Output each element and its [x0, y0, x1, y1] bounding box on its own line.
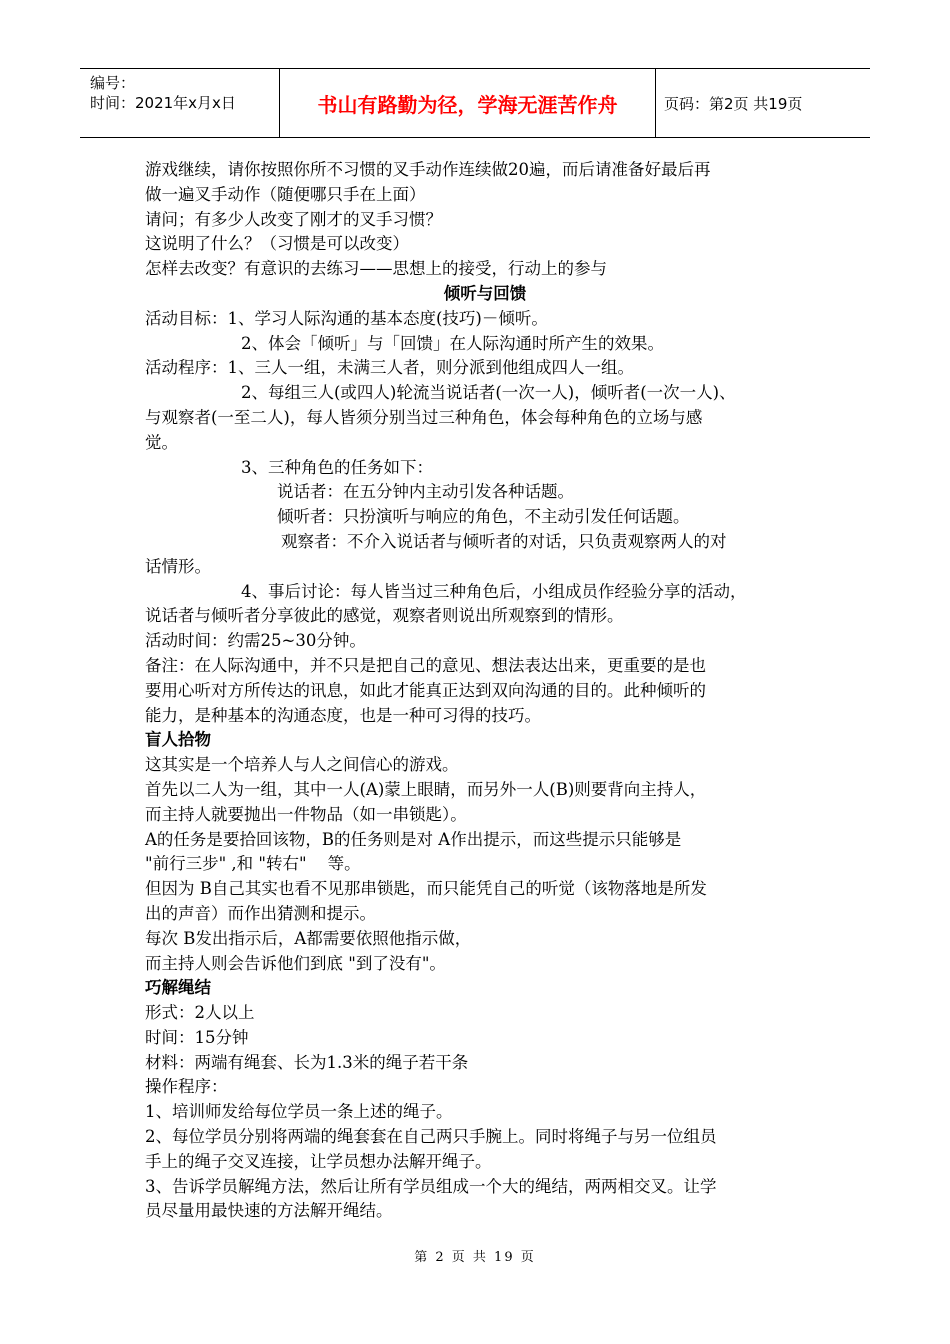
- paragraph-line: 2、每组三人(或四人)轮流当说话者(一次一人)，倾听者(一次一人)、: [241, 383, 736, 403]
- paragraph-line: 材料：两端有绳套、长为1.3米的绳子若干条: [145, 1052, 469, 1072]
- section-title-listening: 倾听与回馈: [443, 283, 527, 303]
- document-body: [145, 158, 825, 1224]
- paragraph-line: 要用心听对方所传达的讯息，如此才能真正达到双向沟通的目的。此种倾听的: [145, 680, 706, 700]
- paragraph-line: 而主持人则会告诉他们到底 "到了没有"。: [145, 953, 446, 973]
- paragraph-line: 活动目标：1、学习人际沟通的基本态度(技巧)－倾听。: [145, 308, 548, 328]
- paragraph-line: 与观察者(一至二人)，每人皆须分别当过三种角色，体会每种角色的立场与感: [145, 407, 703, 427]
- paragraph-line: 员尽量用最快速的方法解开绳结。: [145, 1201, 393, 1221]
- paragraph-line: 游戏继续，请你按照你所不习惯的叉手动作连续做20遍，而后请准备好最后再: [145, 160, 711, 179]
- paragraph-line: 观察者：不介入说话者与倾听者的对话，只负责观察两人的对: [281, 531, 727, 551]
- header-meta: [80, 69, 280, 137]
- paragraph-line: 倾听者：只扮演听与响应的角色，不主动引发任何话题。: [277, 507, 690, 527]
- paragraph-line: A的任务是要拾回该物，B的任务则是对 A作出提示，而这些提示只能够是: [145, 829, 682, 849]
- section-title-blind: 盲人拾物: [145, 730, 211, 750]
- paragraph-line: 觉。: [145, 432, 178, 452]
- paragraph-line: 怎样去改变？有意识的去练习——思想上的接受，行动上的参与: [145, 259, 607, 279]
- paragraph-line: 而主持人就要抛出一件物品（如一串锁匙）。: [145, 804, 467, 824]
- paragraph-line: 操作程序：: [145, 1077, 228, 1097]
- paragraph-line: 做一遍叉手动作（随便哪只手在上面）: [145, 184, 426, 204]
- section-title-knot: 巧解绳结: [145, 978, 211, 998]
- paragraph-line: 但因为 B自己其实也看不见那串锁匙，而只能凭自己的听觉（该物落地是所发: [145, 879, 707, 899]
- time-label: 时间：2021年x月x日: [90, 94, 236, 112]
- paragraph-line: 活动程序：1、三人一组，未满三人者，则分派到他组成四人一组。: [145, 358, 634, 378]
- paragraph-line: 说话者：在五分钟内主动引发各种话题。: [277, 482, 574, 502]
- paragraph-line: 首先以二人为一组，其中一人(A)蒙上眼睛，而另外一人(B)则要背向主持人，: [145, 779, 707, 799]
- paragraph-line: 这其实是一个培养人与人之间信心的游戏。: [145, 755, 459, 775]
- paragraph-line: 说话者与倾听者分享彼此的感觉，观察者则说出所观察到的情形。: [145, 606, 624, 626]
- header-page-number: 页码：第2页 共19页: [664, 94, 803, 113]
- page-header: [80, 68, 870, 138]
- header-motto: 书山有路勤为径，学海无涯苦作舟: [280, 69, 656, 137]
- paragraph-line: 能力，是种基本的沟通态度，也是一种可习得的技巧。: [145, 705, 541, 725]
- paragraph-line: 活动时间：约需25~30分钟。: [145, 631, 366, 651]
- page-footer: 第 2 页 共 19 页: [414, 1250, 536, 1265]
- paragraph-line: "前行三步" ,和 "转右" 等。: [145, 854, 361, 874]
- paragraph-line: 请问；有多少人改变了刚才的叉手习惯？: [145, 209, 442, 229]
- paragraph-line: 这说明了什么？（习惯是可以改变）: [145, 234, 409, 254]
- paragraph-line: 每次 B发出指示后，A都需要依照他指示做，: [145, 928, 472, 948]
- paragraph-line: 形式：2人以上: [145, 1003, 255, 1023]
- paragraph-line: 3、三种角色的任务如下：: [241, 457, 433, 477]
- paragraph-line: 出的声音）而作出猜测和提示。: [145, 903, 376, 923]
- paragraph-line: 1、培训师发给每位学员一条上述的绳子。: [145, 1102, 453, 1122]
- paragraph-line: 话情形。: [145, 556, 211, 576]
- paragraph-line: 手上的绳子交叉连接，让学员想办法解开绳子。: [145, 1151, 492, 1171]
- paragraph-line: 时间：15分钟: [145, 1027, 249, 1047]
- paragraph-line: 4、事后讨论：每人皆当过三种角色后，小组成员作经验分享的活动，: [241, 581, 747, 601]
- paragraph-line: 备注：在人际沟通中，并不只是把自己的意见、想法表达出来，更重要的是也: [145, 655, 706, 675]
- paragraph-line: 2、体会「倾听」与「回馈」在人际沟通时所产生的效果。: [241, 333, 664, 353]
- paragraph-line: 3、告诉学员解绳方法，然后让所有学员组成一个大的绳结，两两相交叉。让学: [145, 1176, 717, 1196]
- paragraph-line: 2、每位学员分别将两端的绳套套在自己两只手腕上。同时将绳子与另一位组员: [145, 1127, 717, 1147]
- code-label: 编号：: [90, 74, 136, 92]
